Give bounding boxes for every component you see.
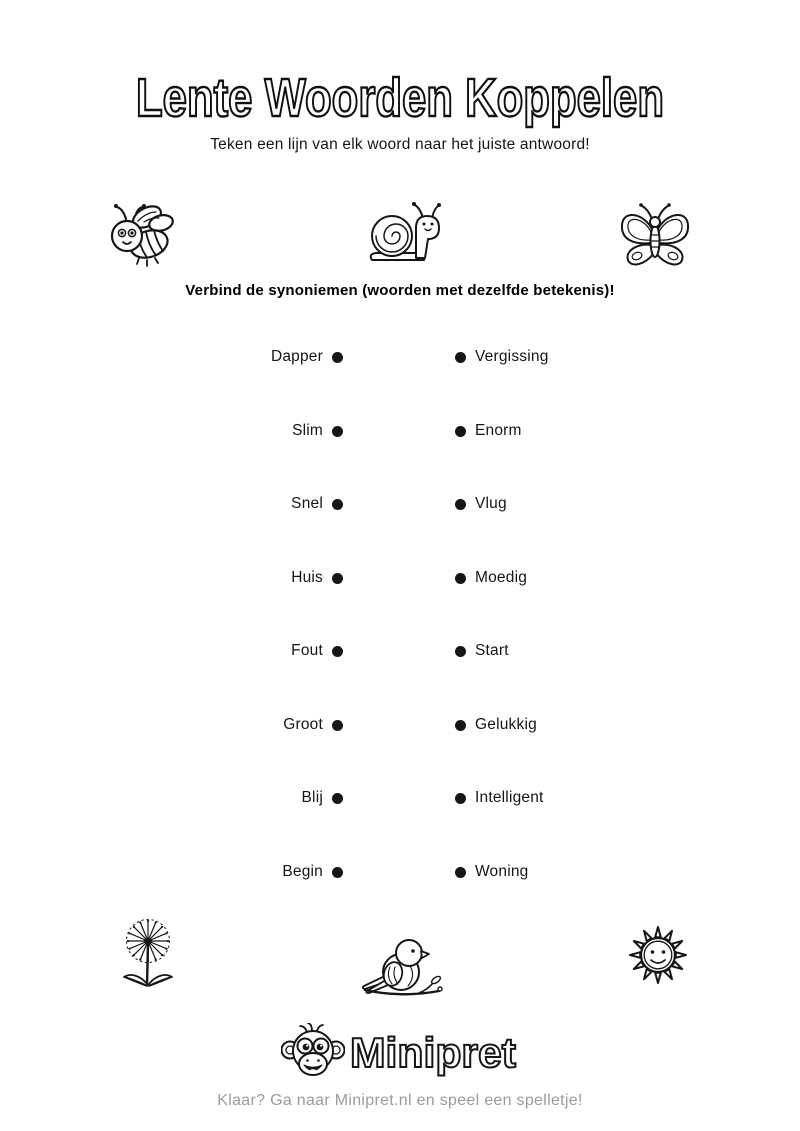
match-row bbox=[0, 420, 800, 442]
matching-instruction: Verbind de synoniemen (woorden met dezelfde betekenis)! bbox=[185, 282, 615, 299]
logo-text-outline bbox=[345, 1026, 525, 1082]
left-word-dot[interactable] bbox=[332, 867, 343, 878]
footer-note: Klaar? Ga naar Minipret.nl en speel een spelletje! bbox=[217, 1092, 583, 1109]
match-row bbox=[0, 861, 800, 883]
left-word: Blij bbox=[301, 789, 323, 806]
right-word: Vlug bbox=[475, 495, 507, 512]
left-word-dot[interactable] bbox=[332, 720, 343, 731]
dandelion-icon bbox=[110, 915, 186, 1006]
match-row bbox=[0, 346, 800, 368]
left-word: Begin bbox=[282, 863, 323, 880]
match-row bbox=[0, 714, 800, 736]
right-word-dot[interactable] bbox=[455, 573, 466, 584]
match-row bbox=[0, 640, 800, 662]
left-word-dot[interactable] bbox=[332, 499, 343, 510]
right-word: Moedig bbox=[475, 569, 528, 586]
sun-icon bbox=[618, 915, 698, 1000]
page-title: Lente Woorden Koppelen bbox=[136, 68, 664, 128]
left-word: Groot bbox=[283, 716, 323, 733]
butterfly-icon bbox=[617, 199, 693, 278]
left-word-dot[interactable] bbox=[332, 352, 343, 363]
page-title-outline bbox=[0, 68, 800, 132]
bird-icon bbox=[357, 928, 443, 1009]
match-row bbox=[0, 567, 800, 589]
right-word: Enorm bbox=[475, 422, 522, 439]
right-word-dot[interactable] bbox=[455, 793, 466, 804]
snail-icon bbox=[362, 198, 446, 271]
right-word: Intelligent bbox=[475, 789, 544, 806]
right-word-dot[interactable] bbox=[455, 426, 466, 437]
left-word: Snel bbox=[291, 495, 323, 512]
right-word: Start bbox=[475, 642, 509, 659]
left-word: Huis bbox=[291, 569, 323, 586]
logo-text: Minipret bbox=[350, 1029, 517, 1076]
bee-icon bbox=[97, 200, 177, 275]
right-word-dot[interactable] bbox=[455, 352, 466, 363]
monkey-icon bbox=[281, 1023, 345, 1088]
page-subtitle: Teken een lijn van elk woord naar het juiste antwoord! bbox=[210, 136, 590, 153]
right-word-dot[interactable] bbox=[455, 720, 466, 731]
left-word-dot[interactable] bbox=[332, 426, 343, 437]
left-word-dot[interactable] bbox=[332, 793, 343, 804]
left-word-dot[interactable] bbox=[332, 573, 343, 584]
right-word-dot[interactable] bbox=[455, 867, 466, 878]
match-row bbox=[0, 493, 800, 515]
left-word-dot[interactable] bbox=[332, 646, 343, 657]
left-word: Slim bbox=[292, 422, 323, 439]
left-word: Fout bbox=[291, 642, 323, 659]
match-row bbox=[0, 787, 800, 809]
right-word: Vergissing bbox=[475, 348, 549, 365]
right-word: Woning bbox=[475, 863, 529, 880]
right-word-dot[interactable] bbox=[455, 499, 466, 510]
left-word: Dapper bbox=[270, 348, 323, 365]
right-word: Gelukkig bbox=[475, 716, 537, 733]
right-word-dot[interactable] bbox=[455, 646, 466, 657]
